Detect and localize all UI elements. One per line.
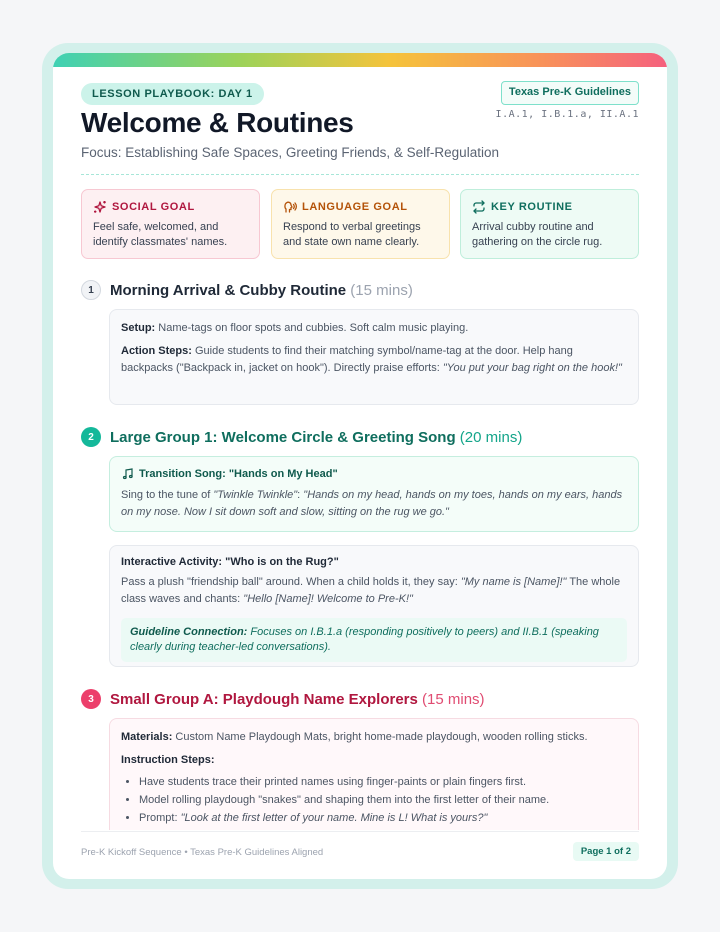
social-goal-card (81, 189, 260, 259)
social-goal-text: Feel safe, welcomed, and identify classmates' names. (93, 221, 228, 248)
setup-text: Name-tags on floor spots and cubbies. Soft calm music playing. (155, 322, 469, 334)
guideline-connection-text: Focuses on I.B.1.a (responding positively to peers) and II.B.1 (speaking clearly during teacher-led conversations). (130, 626, 599, 653)
language-goal-label: LANGUAGE GOAL (302, 201, 408, 213)
section-1-number: 1 (81, 280, 101, 300)
transition-song-box (109, 456, 639, 532)
activity-text (121, 574, 627, 608)
section-2-title (110, 429, 522, 446)
song-text (121, 487, 627, 521)
transition-song-header (121, 467, 627, 481)
lesson-card (53, 53, 667, 879)
section-1-duration: (15 mins) (350, 281, 413, 299)
action-label: Action Steps: (121, 345, 192, 357)
social-goal-label: SOCIAL GOAL (112, 201, 195, 213)
action-line (121, 343, 627, 377)
section-1-box (109, 309, 639, 405)
activity-text-2: The whole class waves and chants: (121, 576, 621, 605)
repeat-icon (472, 200, 486, 214)
section-3-number: 3 (81, 689, 101, 709)
section-3-header (81, 689, 485, 709)
footer-text: Pre-K Kickoff Sequence • Texas Pre-K Guidelines Aligned (81, 847, 324, 858)
action-text: Guide students to find their matching symbol/name-tag at the door. Help hang backpacks ("Backpack in, jacket on hook"). Directly praise efforts: (121, 345, 573, 374)
section-2-header (81, 427, 522, 447)
page-title: Welcome & Routines (81, 107, 354, 138)
steps-label: Instruction Steps: (121, 754, 215, 766)
gradient-bar (53, 53, 667, 67)
key-routine-text: Arrival cubby routine and gathering on the circle rug. (472, 221, 603, 248)
section-2-title-text: Large Group 1: Welcome Circle & Greeting Song (110, 428, 456, 446)
song-tune: "Twinkle Twinkle" (213, 489, 298, 501)
section-3-title (110, 691, 485, 708)
guideline-codes: I.A.1, I.B.1.a, II.A.1 (495, 109, 639, 120)
materials-text: Custom Name Playdough Mats, bright home-made playdough, wooden rolling sticks. (172, 731, 588, 743)
list-item: • Have students trace their printed names using finger-paints or plain fingers first. (139, 774, 627, 791)
section-3-box (109, 718, 639, 830)
guideline-connection-label: Guideline Connection: (130, 626, 248, 638)
section-2-number: 2 (81, 427, 101, 447)
guidelines-label: Texas Pre-K Guidelines (501, 81, 639, 105)
interactive-activity-box (109, 545, 639, 667)
section-3-duration: (15 mins) (422, 690, 485, 708)
song-lyrics: "Hands on my head, hands on my toes, hands on my ears, hands on my nose. Now I sit down soft and slow, sitting on the rug we go." (121, 489, 623, 518)
social-goal-header (93, 200, 248, 214)
footer-divider (81, 831, 639, 832)
page-indicator: Page 1 of 2 (573, 842, 639, 861)
section-1-title (110, 282, 413, 299)
steps-list (121, 774, 627, 827)
key-routine-card (460, 189, 639, 259)
activity-quote-2: "Hello [Name]! Welcome to Pre-K!" (243, 593, 413, 605)
focus-line: Focus: Establishing Safe Spaces, Greeting Friends, & Self-Regulation (81, 145, 499, 160)
sparkle-icon (93, 200, 107, 214)
page-frame (42, 43, 678, 889)
music-note-icon (121, 467, 135, 481)
key-routine-label: KEY ROUTINE (491, 201, 573, 213)
prompt-quote: "Look at the first letter of your name. Mine is L! What is yours?" (180, 812, 488, 824)
activity-quote-1: "My name is [Name]!" (460, 576, 567, 588)
steps-label-line (121, 752, 627, 769)
materials-line (121, 729, 627, 746)
activity-text-1: Pass a plush "friendship ball" around. When a child holds it, they say: (121, 576, 461, 588)
section-1-title-text: Morning Arrival & Cubby Routine (110, 281, 347, 299)
language-goal-header (283, 200, 438, 214)
list-item (139, 810, 627, 827)
setup-label: Setup: (121, 322, 156, 334)
language-goal-text: Respond to verbal greetings and state own name clearly. (283, 221, 421, 248)
transition-song-title: Transition Song: "Hands on My Head" (139, 468, 338, 480)
section-1-header (81, 280, 413, 300)
action-quote: "You put your bag right on the hook!" (442, 362, 622, 374)
list-item: • Model rolling playdough "snakes" and shaping them into the first letter of their name. (139, 792, 627, 809)
key-routine-header (472, 200, 627, 214)
interactive-activity-title: Interactive Activity: "Who is on the Rug?" (121, 556, 339, 568)
section-2-duration: (20 mins) (459, 428, 523, 446)
section-3-title-text: Small Group A: Playdough Name Explorers (110, 690, 418, 708)
language-goal-card (271, 189, 450, 259)
dashed-divider (81, 174, 639, 175)
lesson-badge: LESSON PLAYBOOK: DAY 1 (81, 83, 264, 105)
materials-label: Materials: (121, 731, 173, 743)
guideline-connection (121, 618, 627, 662)
song-intro: Sing to the tune of (121, 489, 214, 501)
setup-line (121, 320, 627, 337)
prompt-label: Prompt: (139, 812, 181, 824)
song-colon: : (297, 489, 304, 501)
speaking-head-icon (283, 200, 297, 214)
